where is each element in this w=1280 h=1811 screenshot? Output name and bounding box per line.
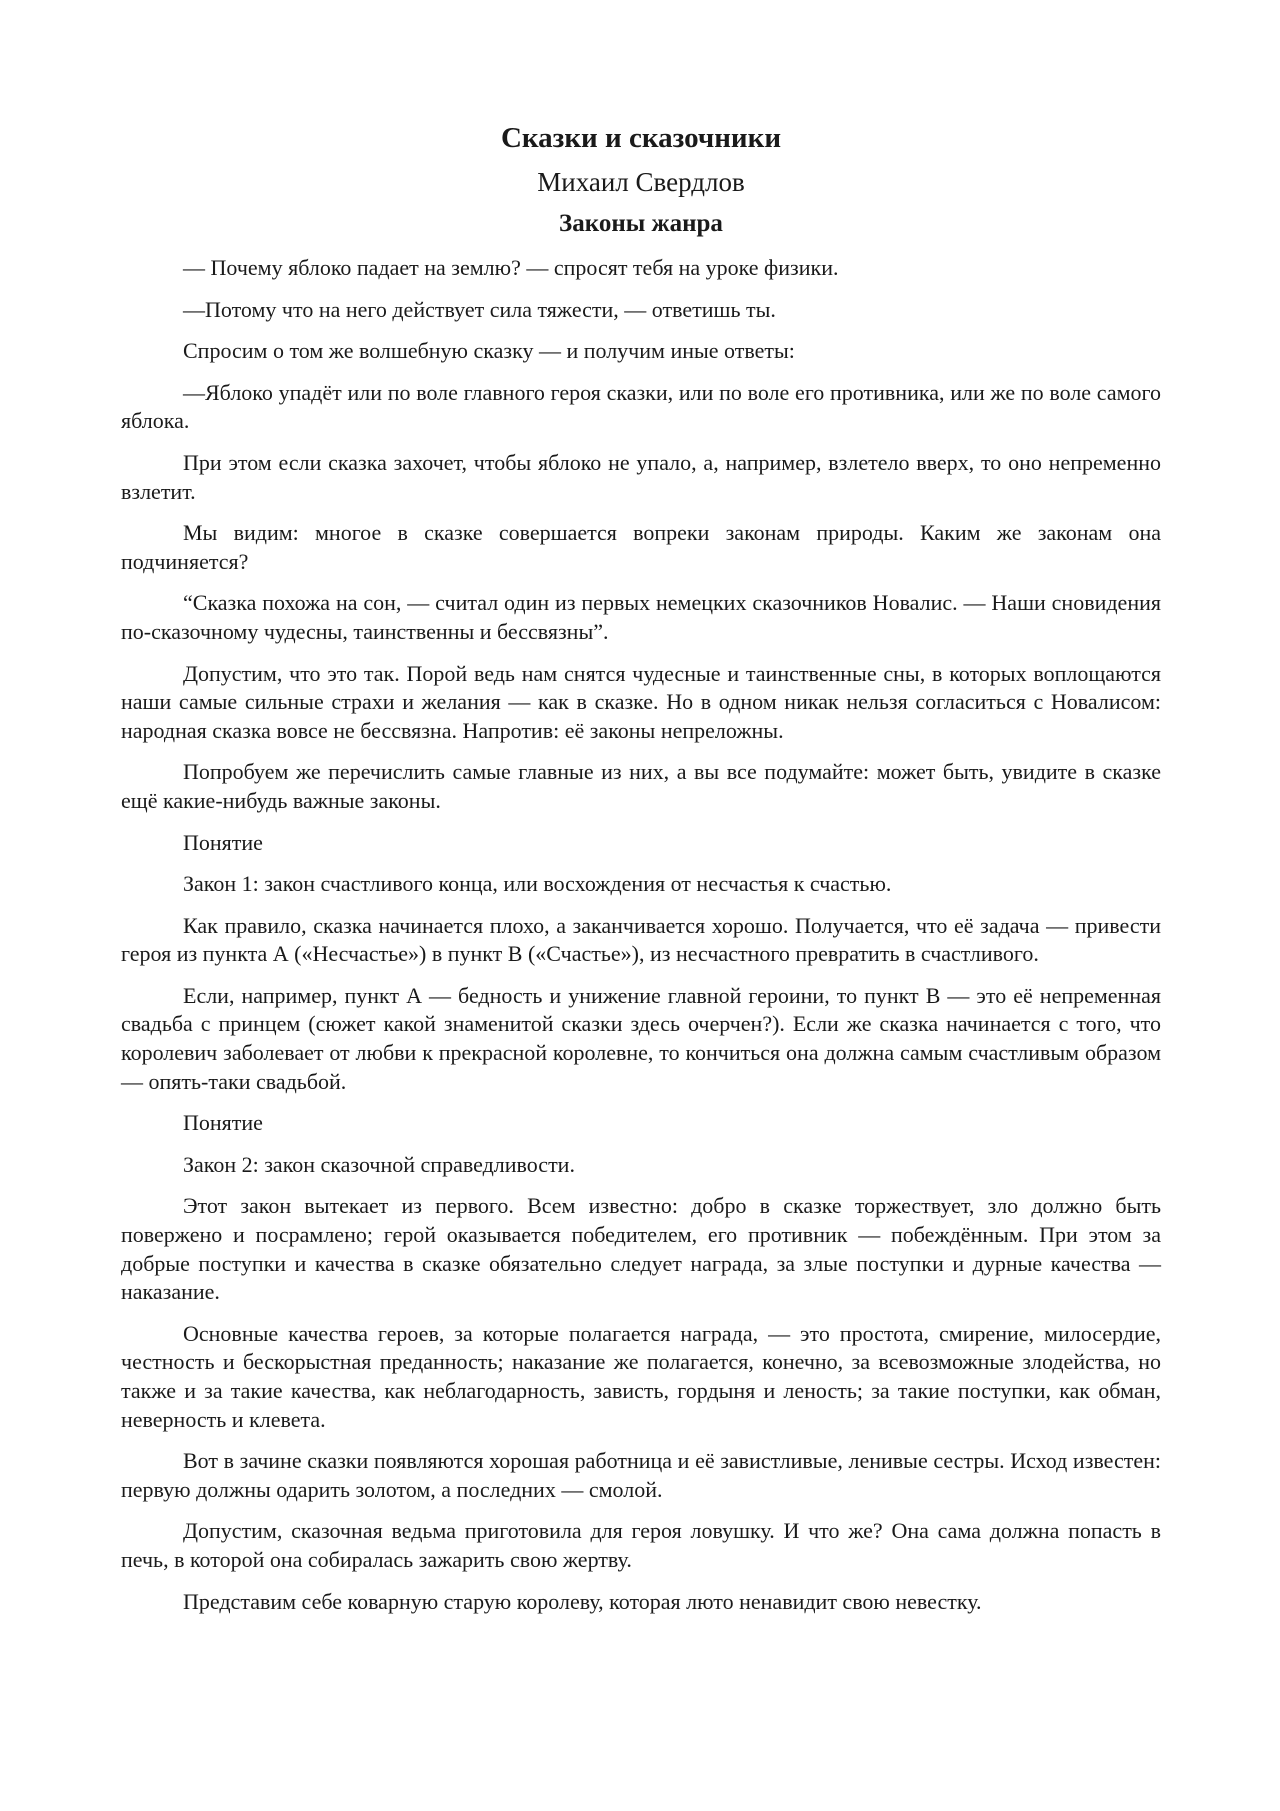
paragraph: Как правило, сказка начинается плохо, а заканчивается хорошо. Получается, что её задача — привести героя из пункта А («Несчастье») в пункт В («Счастье»), из несчастного превратить в счастливого. [121,912,1161,967]
paragraph: Попробуем же перечислить самые главные из них, а вы все подумайте: может быть, увидите в сказке ещё какие-нибудь важные законы. [121,759,1161,813]
paragraph: Основные качества героев, за которые полагается награда, — это простота, смирение, милосердие, честность и бескорыстная преданность; наказание же полагается, конечно, за всевозможные злодейства, но также и за такие качества, как неблагодарность, зависть, гордыня и леность; за такие поступки, как обман, неверность и клевета. [121,1320,1161,1432]
concept-label: Понятие [183,1110,263,1136]
paragraph: Представим себе коварную старую королеву, которая люто ненавидит свою невестку. [183,1588,982,1614]
paragraph: Допустим, что это так. Порой ведь нам снятся чудесные и таинственные сны, в которых воплощаются наши самые сильные страхи и желания — как в сказке. Но в одном никак нельзя согласиться с Новалисом: народная сказка вовсе не бессвязна. Напротив: её законы непреложны. [121,660,1161,743]
document-page [121,118,1161,1629]
document-title: Сказки и сказочники [500,122,782,154]
paragraph: Мы видим: многое в сказке совершается вопреки законам природы. Каким же законам она подчиняется? [121,520,1161,574]
paragraph: При этом если сказка захочет, чтобы яблоко не упало, а, например, взлетело вверх, то оно непременно взлетит. [121,449,1161,504]
document-author: Михаил Свердлов [537,167,745,197]
paragraph: Допустим, сказочная ведьма приготовила для героя ловушку. И что же? Она сама должна попасть в печь, в которой она собиралась зажарить свою жертву. [121,1518,1161,1572]
paragraph: Если, например, пункт А — бедность и унижение главной героини, то пункт В — это её непременная свадьба с принцем (сюжет какой знаменитой сказки здесь очерчен?). Если же сказка начинается с того, что королевич заболевает от любви к прекрасной королевне, то кончиться она должна самым счастливым образом — опять-таки свадьбой. [121,982,1161,1094]
paragraph: — Почему яблоко падает на землю? — спросят тебя на уроке физики. [183,255,839,280]
paragraph: “Сказка похожа на сон, — считал один из первых немецких сказочников Новалис. — Наши сновидения по-сказочному чудесны, таинственны и бессвязны”. [121,590,1161,644]
paragraph: —Потому что на него действует сила тяжести, — ответишь ты. [183,296,776,322]
law-heading: Закон 2: закон сказочной справедливости. [183,1151,575,1177]
paragraph: Этот закон вытекает из первого. Всем известно: добро в сказке торжествует, зло должно быть повержено и посрамлено; герой оказывается победителем, его противник — побеждённым. При этом за добрые поступки и качества в сказке обязательно следует награда, за злые поступки и дурные качества — наказание. [121,1193,1161,1305]
paragraph: Вот в зачине сказки появляются хорошая работница и её завистливые, ленивые сестры. Исход известен: первую должны одарить золотом, а последних — смолой. [121,1448,1161,1502]
concept-label: Понятие [183,829,263,855]
paragraph: —Яблоко упадёт или по воле главного героя сказки, или по воле его противника, или же по воле самого яблока. [121,379,1161,434]
section-heading: Законы жанра [559,210,723,237]
paragraph: Спросим о том же волшебную сказку — и получим иные ответы: [183,338,795,364]
law-heading: Закон 1: закон счастливого конца, или восхождения от несчастья к счастью. [183,871,892,897]
